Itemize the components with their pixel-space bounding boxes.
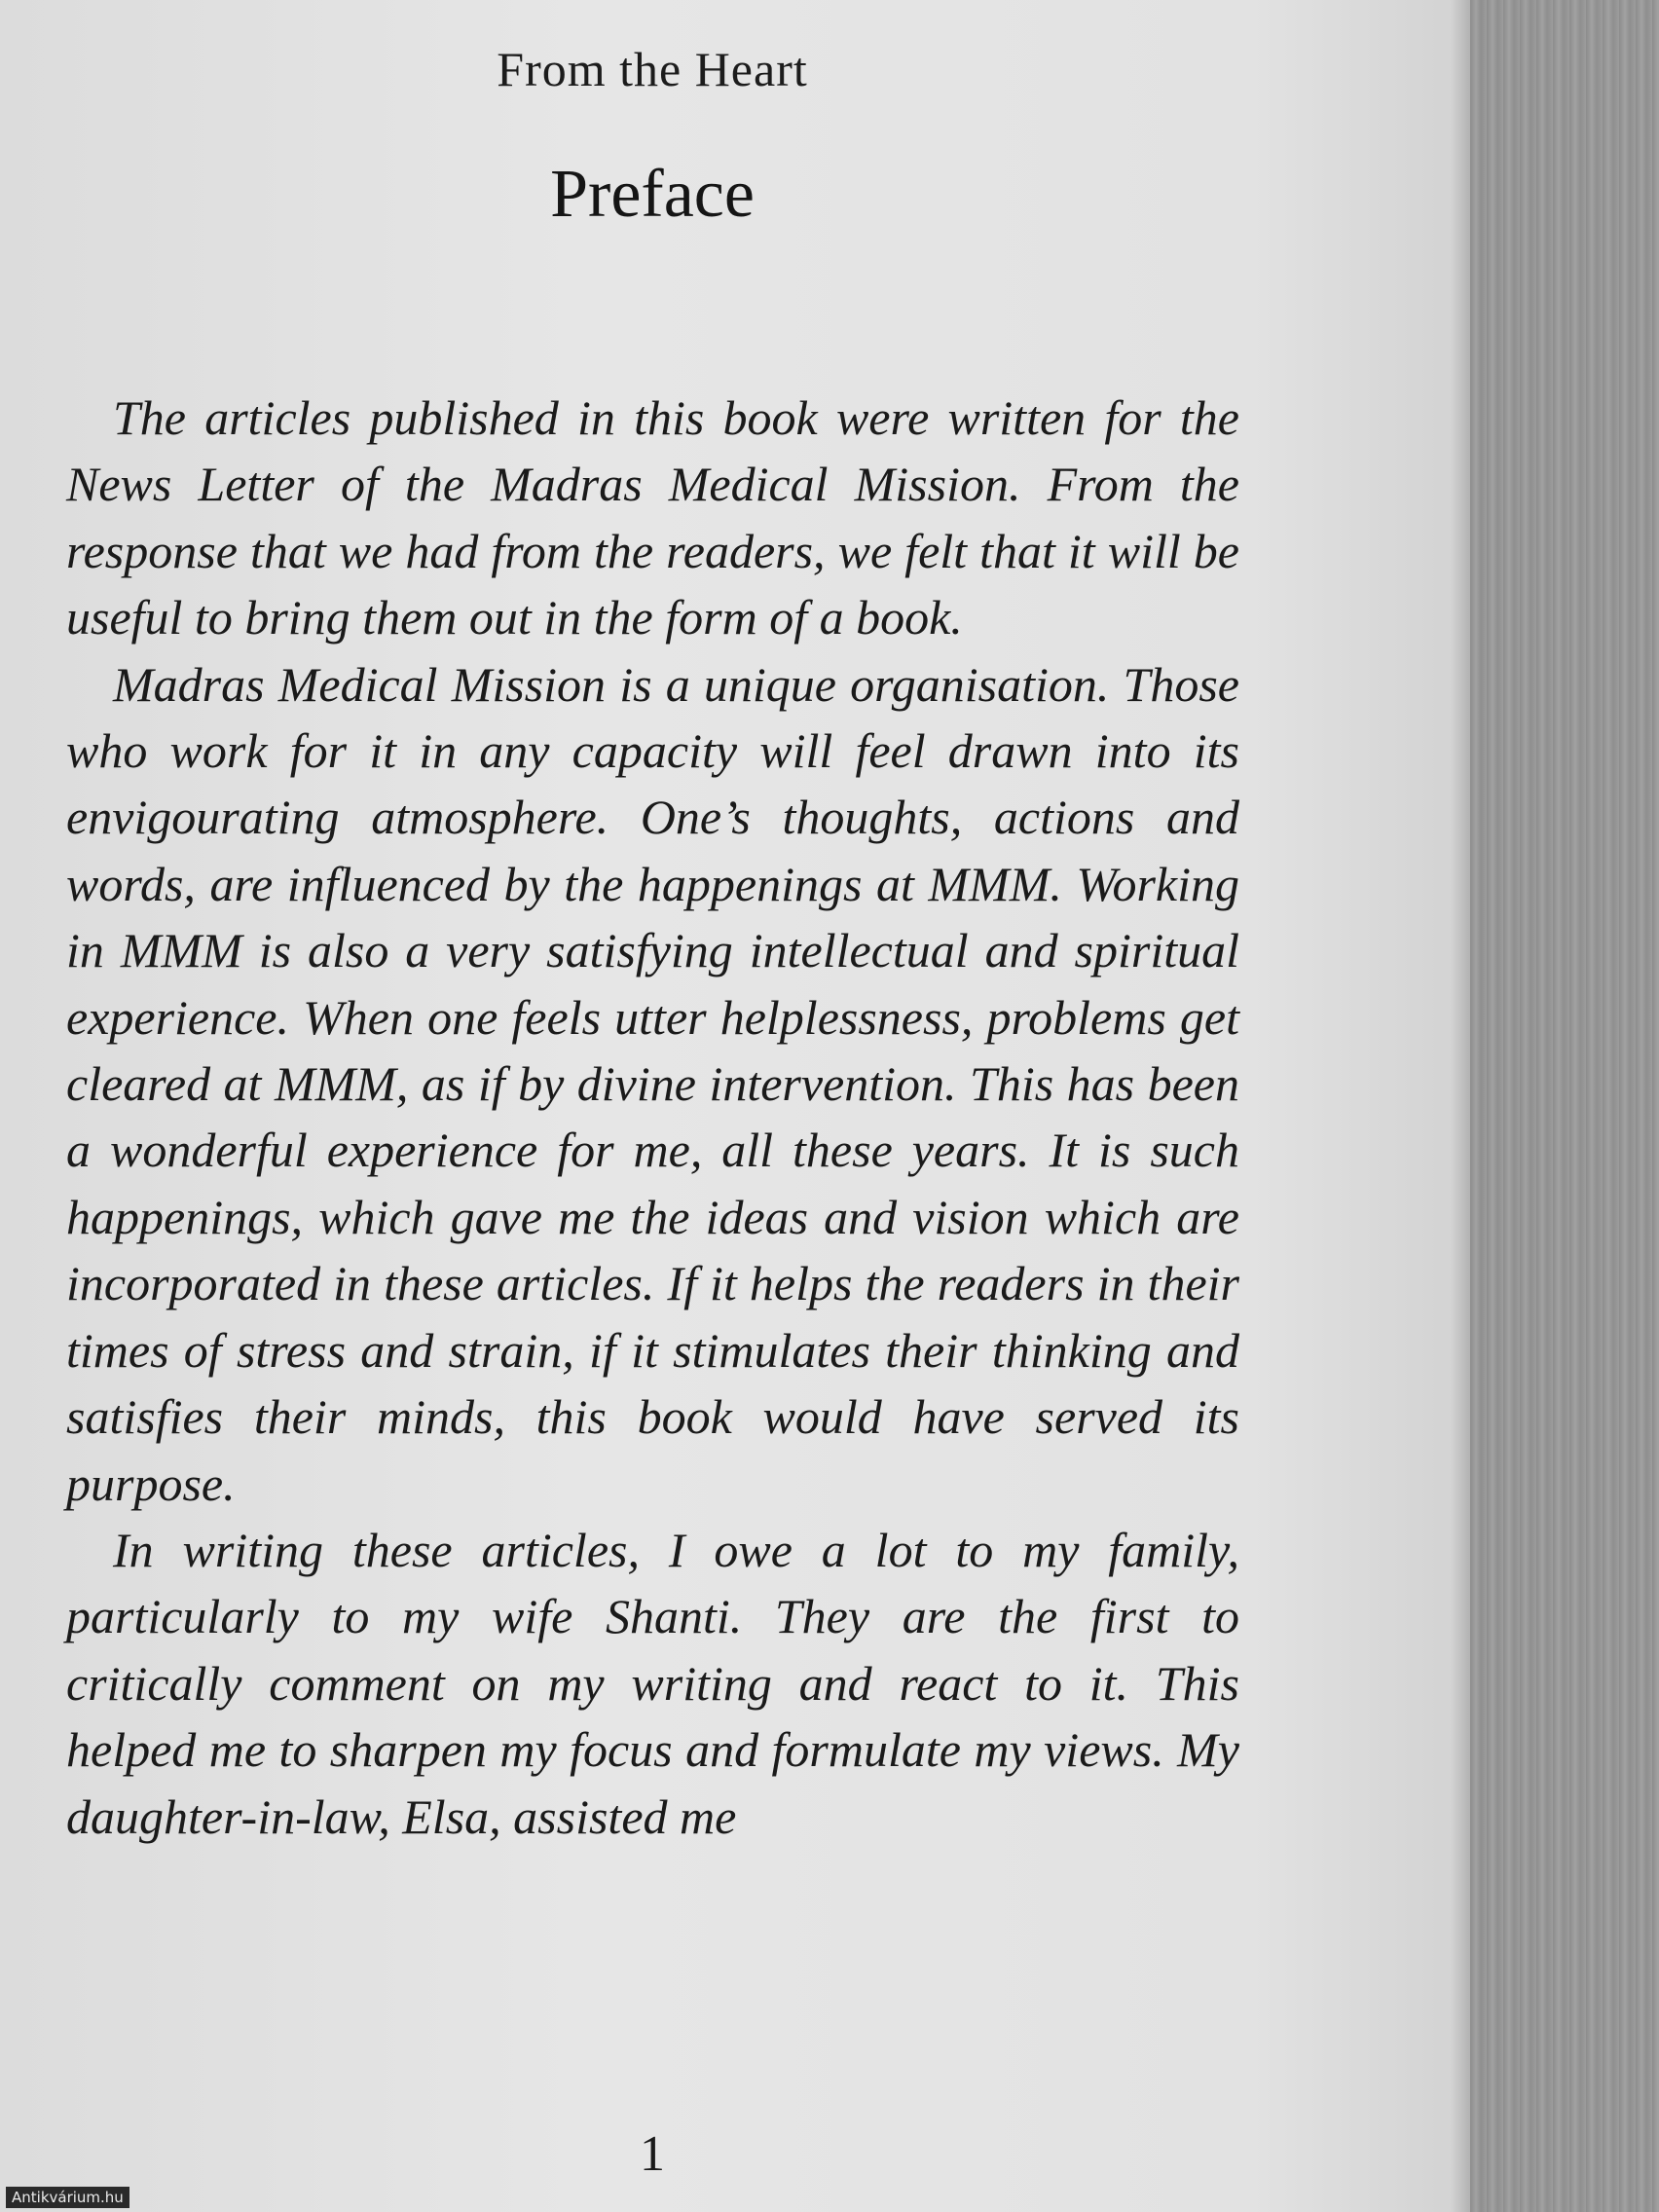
paragraph-3: In writing these articles, I owe a lot to my family, particularly to my wife Shanti. They are the first to critically comment on my writing and react to it. This helped me to sharpen my focus and formulate my views. My daughter-in-law, Elsa, assisted me — [66, 1522, 1239, 1844]
preface-body — [66, 385, 1239, 1850]
watermark: Antikvárium.hu — [6, 2187, 129, 2208]
page-edge-shadow — [1451, 0, 1470, 2212]
book-page-edges — [1470, 0, 1659, 2212]
page-title: Preface — [550, 157, 755, 232]
paragraph-2: Madras Medical Mission is a unique organisation. Those who work for it in any capacity will feel drawn into its envigourating atmosphere. One’s thoughts, actions and words, are influenced by the happenings at MMM. Working in MMM is also a very satisfying intellectual and spiritual experience. When one feels utter helplessness, problems get cleared at MMM, as if by divine intervention. This has been a wonderful experience for me, all these years. It is such happenings, which gave me the ideas and vision which are incorporated in these articles. If it helps the readers in their times of stress and strain, if it stimulates their thinking and satisfies their minds, this book would have served its purpose. — [66, 656, 1239, 1511]
page-number: 1 — [640, 2126, 665, 2182]
paragraph-1: The articles published in this book were written for the News Letter of the Madras Medical Mission. From the response that we had from the readers, we felt that it will be useful to bring them out in the form of a book. — [66, 390, 1239, 645]
running-head: From the Heart — [497, 42, 808, 96]
